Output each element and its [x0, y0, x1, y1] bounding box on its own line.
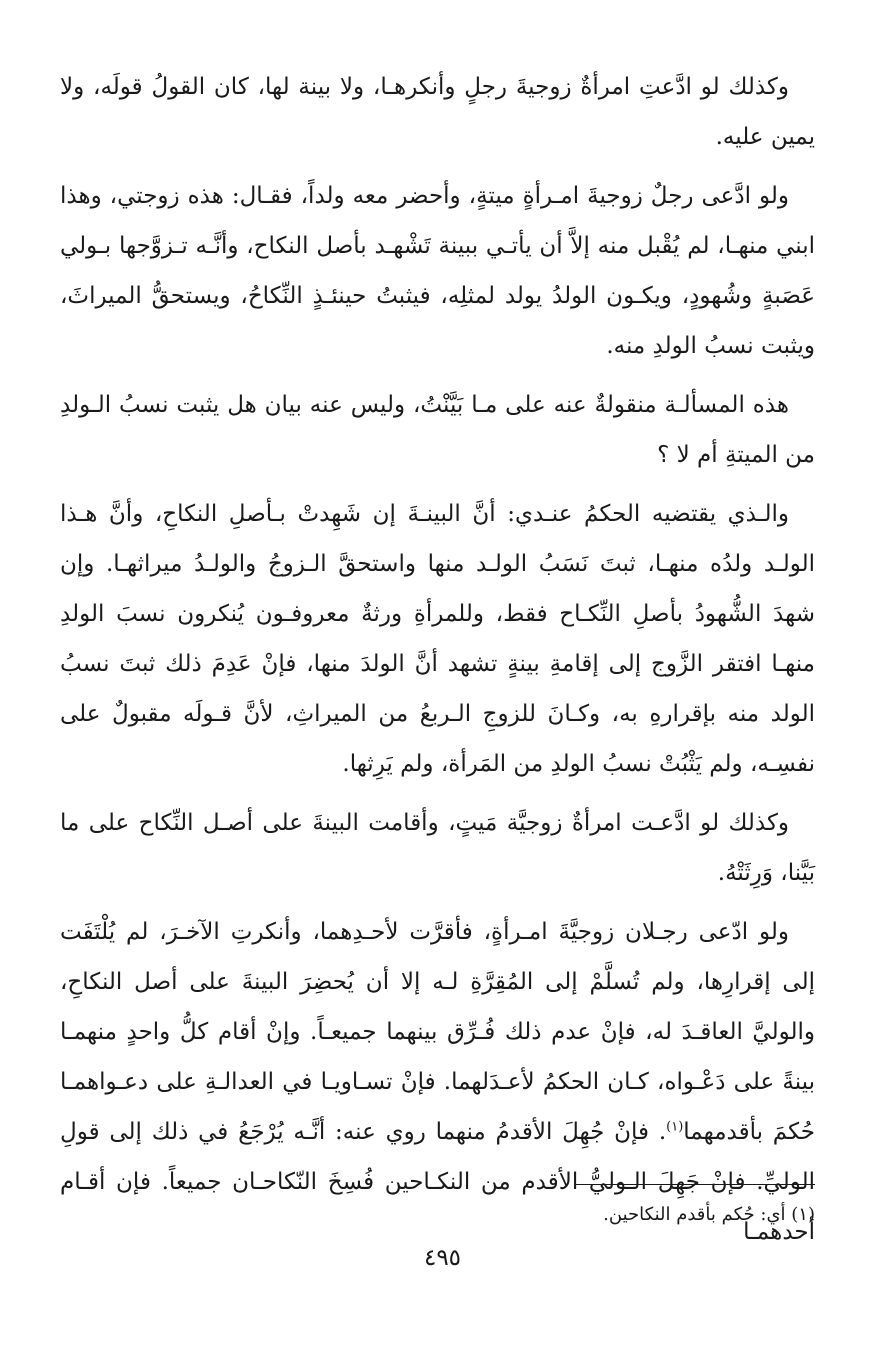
paragraph-4: والـذي يقتضيه الحكمُ عنـدي: أنَّ البينـةَ إن شَهِدتْ بـأصلِ النكاحِ، وأنَّ هـذا الولـد ولدُه منهـا، ثبتَ نَسَبُ الولـد منها واستحقَّ الـزوجُ والولـدُ ميراثهـا. وإن شهدَ الشُّهودُ بأصلِ النِّكـاح فقط، وللمرأةِ ورثةٌ معروفـون يُنكرون نسبَ الولدِ منهـا افتقر الزَّوج إلى إقامةِ بينةٍ تشهد أنَّ الولدَ منها، فإنْ عَدِمَ ذلك ثبتَ نسبُ الولد منه بإقرارهِ به، وكـانَ للزوجِ الـربعُ من الميراثِ، لأنَّ قـولَه مقبولٌ على نفسِـه، ولم يَثْبُتْ نسبُ الولدِ من المَرأة، ولم يَرِثها.: [60, 501, 815, 777]
paragraph-1: وكذلك لو ادَّعتِ امرأةٌ زوجيةَ رجلٍ وأنكرهـا، ولا بينة لها، كان القولُ قولَه، ولا يمين عليه.: [60, 74, 815, 150]
paragraph-5: وكذلك لو ادَّعـت امرأةٌ زوجيَّة مَيتٍ، وأقامت البينةَ على أصـل النِّكاح على ما بَيَّنا، وَرِثَتْهُ.: [60, 810, 815, 886]
paragraph-2: ولو ادَّعى رجلٌ زوجيةَ امـرأةٍ ميتةٍ، وأحضر معه ولداً، فقـال: هذه زوجتي، وهذا ابني منهـا، لم يُقْبل منه إلاَّ أن يأتـي ببينة تَشْهـد بأصل النكاح، وأنَّـه تـزوَّجها بـولي عَصَبةٍ وشُهودٍ، ويكـون الولدُ يولد لمثلِه، فيثبتُ حينئـذٍ النِّكاحُ، ويستحقُّ الميراثَ، ويثبت نسبُ الولدِ منه.: [60, 183, 815, 359]
paragraph-3: هذه المسألـة منقولةٌ عنه على مـا بَيَّنْتُ، وليس عنه بيان هل يثبت نسبُ الـولدِ من الميتةِ أم لا ؟: [60, 392, 815, 468]
paragraph-6-after: . فإنْ جُهِلَ الأقدمُ منهما روي عنه: أنَّـه يُرْجَعُ في ذلك إلى قولِ الوليِّ. فإنْ جَهِلَ الـوليُّ الأقدم من النكـاحين فُسِخَ النّكاحـان جميعاً. فإن أقـام أحدهمـا: [60, 1119, 815, 1245]
footnote-divider: [575, 1184, 815, 1185]
page-number: ٤٩٥: [423, 1245, 462, 1271]
body-text: [60, 62, 815, 1266]
footnote: (١) أي: حُكم بأقدم النكاحين.: [603, 1204, 815, 1225]
paragraph-6-before: ولو ادّعى رجـلان زوجيَّةَ امـرأةٍ، فأقرَّت لأحـدِهما، وأنكرتِ الآخـرَ، لم يُلْتَفَت إلى إقرارِها، ولم تُسلَّمْ إلى المُقِرَّةِ لـه إلا أن يُحضِرَ البينةَ على أصل النكاحِ، والوليَّ العاقـدَ له، فإنْ عدم ذلك فُـرِّق بينهما جميعـاً. وإنْ أقام كلُّ واحدٍ منهمـا بينةً على دَعْـواه، كـان الحكمُ لأعـدَلهما. فإنْ تسـاويـا في العدالـةِ على دعـواهمـا حُكمَ بأقدمهما: [60, 919, 815, 1145]
footnote-reference: (١): [666, 1119, 684, 1135]
